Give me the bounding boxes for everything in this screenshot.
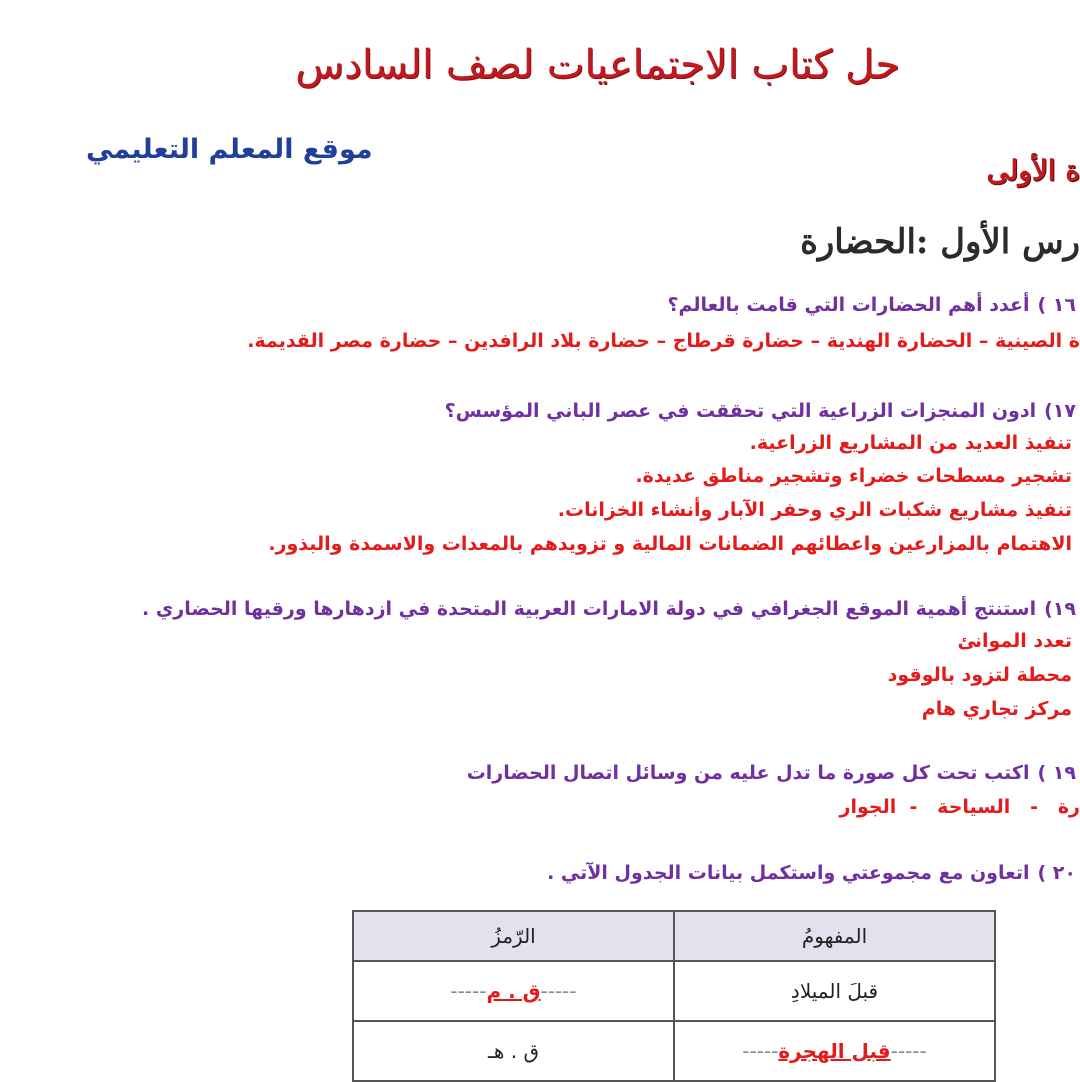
table-row <box>353 961 995 1021</box>
blank-dashes: ----- <box>450 979 487 1003</box>
cell-concept <box>674 1021 995 1081</box>
answer-line: تشجير مسطحات خضراء وتشجير مناطق عديدة. <box>635 465 1072 487</box>
answer-line: ة الصينية – الحضارة الهندية – حضارة قرطاج – حضارة بلاد الرافدين – حضارة مصر القديمة. <box>247 330 1080 352</box>
question-number: ١٩ ) <box>1037 762 1076 784</box>
answer-line: مركز تجاري هام <box>921 698 1072 720</box>
question-text: اكتب تحت كل صورة ما تدل عليه من وسائل اتصال الحضارات <box>466 762 1030 784</box>
table-header-row <box>353 911 995 961</box>
concept-symbol-table <box>352 910 996 1082</box>
filled-answer: ق . م <box>486 979 541 1003</box>
question-number: ١٩) <box>1044 598 1076 620</box>
answer-line: تنفيذ العديد من المشاريع الزراعية. <box>749 432 1072 454</box>
question-20 <box>547 862 1076 884</box>
filled-answer: قبل الهجرة <box>778 1039 891 1063</box>
question-19a <box>142 598 1076 620</box>
header-concept: المفهومُ <box>674 911 995 961</box>
lesson-heading: رس الأول :الحضارة <box>800 222 1080 262</box>
question-16 <box>667 294 1076 316</box>
question-19b <box>467 762 1076 784</box>
cell-symbol <box>353 961 674 1021</box>
answer-line: تعدد الموانئ <box>957 630 1072 652</box>
blank-dashes: ----- <box>890 1039 927 1063</box>
unit-heading: ة الأولى <box>986 154 1080 187</box>
question-text: اتعاون مع مجموعتي واستكمل بيانات الجدول الآتي . <box>547 862 1030 884</box>
cell-concept: قبلَ الميلادِ <box>674 961 995 1021</box>
question-text: ادون المنجزات الزراعية التي تحققت في عصر الباني المؤسس؟ <box>444 400 1037 422</box>
page-title: حل كتاب الاجتماعيات لصف السادس <box>295 42 900 88</box>
site-name: موقع المعلم التعليمي <box>86 134 373 165</box>
question-number: ١٦ ) <box>1037 294 1076 316</box>
blank-dashes: ----- <box>540 979 577 1003</box>
question-text: أعدد أهم الحضارات التي قامت بالعالم؟ <box>667 294 1030 316</box>
answer-line: الاهتمام بالمزارعين واعطائهم الضمانات المالية و تزويدهم بالمعدات والاسمدة والبذور. <box>268 533 1072 555</box>
table-row <box>353 1021 995 1081</box>
header-symbol: الرّمزُ <box>353 911 674 961</box>
question-number: ١٧) <box>1044 400 1076 422</box>
answer-line: رة - السياحة - الجوار <box>839 796 1080 818</box>
question-text: استنتج أهمية الموقع الجغرافي في دولة الامارات العربية المتحدة في ازدهارها ورقيها الحضاري . <box>142 598 1037 620</box>
question-17 <box>445 400 1076 422</box>
blank-dashes: ----- <box>742 1039 779 1063</box>
cell-symbol: ق . هـ <box>353 1021 674 1081</box>
question-number: ٢٠ ) <box>1037 862 1076 884</box>
answer-line: محطة لتزود بالوقود <box>887 664 1072 686</box>
answer-line: تنفيذ مشاريع شكبات الري وحفر الآبار وأنشاء الخزانات. <box>557 499 1072 521</box>
